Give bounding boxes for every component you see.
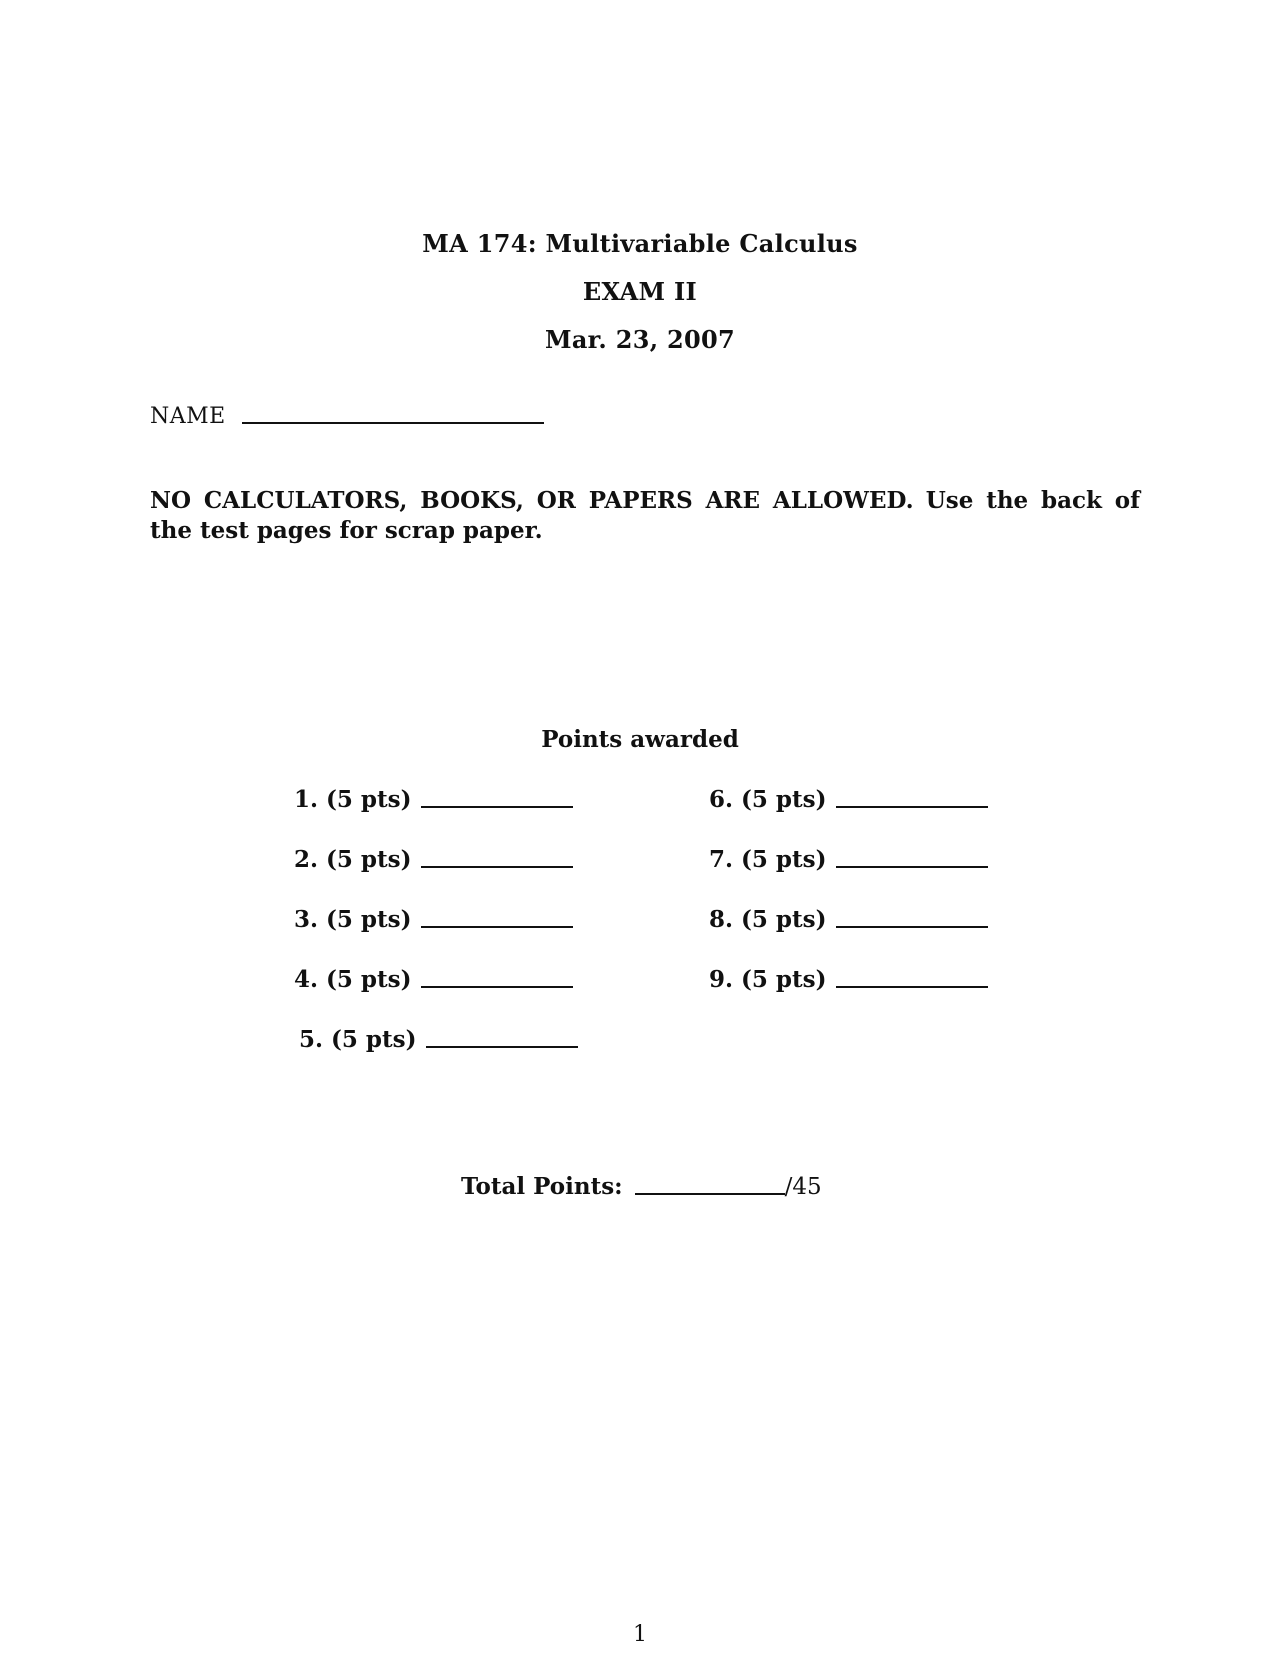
points-awarded-title: Points awarded <box>541 726 739 753</box>
score-blank[interactable] <box>421 926 573 928</box>
score-blank[interactable] <box>421 986 573 988</box>
exam-title: EXAM II <box>582 277 698 306</box>
name-label: NAME <box>150 404 226 429</box>
score-item-9 <box>709 966 988 993</box>
score-label: 6. (5 pts) <box>709 786 827 813</box>
instructions <box>150 486 1140 546</box>
score-label: 8. (5 pts) <box>709 906 827 933</box>
total-points-blank[interactable] <box>635 1193 785 1195</box>
score-label: 9. (5 pts) <box>709 966 827 993</box>
score-label: 1. (5 pts) <box>294 786 412 813</box>
score-item-2 <box>294 846 573 873</box>
name-field[interactable] <box>242 422 544 424</box>
score-item-1 <box>294 786 573 813</box>
score-blank[interactable] <box>426 1046 578 1048</box>
score-item-4 <box>294 966 573 993</box>
score-label: 4. (5 pts) <box>294 966 412 993</box>
score-item-3 <box>294 906 573 933</box>
total-points-label: Total Points: <box>461 1173 623 1200</box>
total-points-row <box>461 1173 822 1200</box>
score-blank[interactable] <box>836 866 988 868</box>
course-title: MA 174: Multivariable Calculus <box>422 229 858 258</box>
score-label: 5. (5 pts) <box>299 1026 417 1053</box>
page-number: 1 <box>633 1622 647 1647</box>
score-label: 7. (5 pts) <box>709 846 827 873</box>
score-item-5 <box>299 1026 578 1053</box>
score-label: 2. (5 pts) <box>294 846 412 873</box>
score-label: 3. (5 pts) <box>294 906 412 933</box>
instructions-note: Use the back of the test pages for scrap paper. <box>150 487 1140 544</box>
score-blank[interactable] <box>836 806 988 808</box>
score-blank[interactable] <box>836 986 988 988</box>
score-item-6 <box>709 786 988 813</box>
score-blank[interactable] <box>421 806 573 808</box>
exam-date: Mar. 23, 2007 <box>544 325 736 354</box>
score-item-7 <box>709 846 988 873</box>
name-row <box>150 404 544 429</box>
instructions-warning: NO CALCULATORS, BOOKS, OR PAPERS ARE ALLOWED. <box>150 487 914 514</box>
score-blank[interactable] <box>421 866 573 868</box>
score-blank[interactable] <box>836 926 988 928</box>
score-item-8 <box>709 906 988 933</box>
total-points-max: /45 <box>784 1174 822 1200</box>
